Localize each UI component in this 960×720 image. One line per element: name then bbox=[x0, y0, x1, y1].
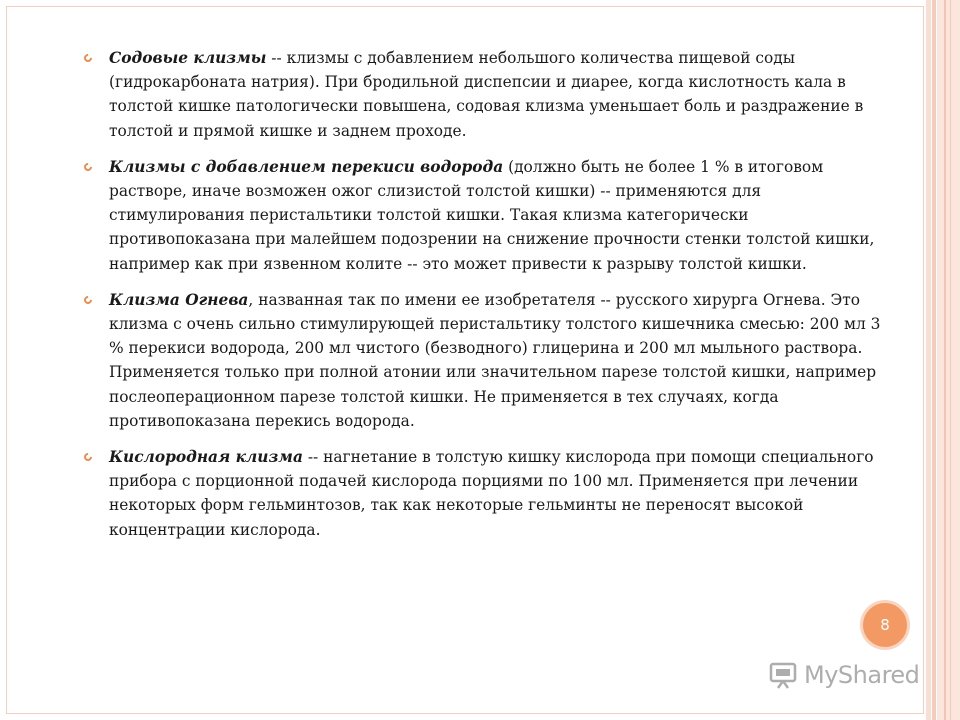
slide-content bbox=[84, 46, 884, 554]
term: Содовые клизмы bbox=[109, 49, 267, 67]
page-number-badge: 8 bbox=[860, 600, 910, 650]
presentation-board-icon bbox=[768, 660, 798, 690]
watermark-text: MyShared bbox=[804, 661, 920, 689]
paragraph-text: (должно быть не более 1 % в итоговом растворе, иначе возможен ожог слизистой толстой кишки) -- применяются для стимулирования перистальтики толстой кишки. Такая клизма категорически противопоказана при малейшем подозрении на снижение прочности стенки толстой кишки, например как при язвенном колите -- это может привести к разрыву толстой кишки. bbox=[109, 157, 875, 273]
side-stripe bbox=[937, 0, 960, 720]
paragraph-text: -- нагнетание в толстую кишку кислорода при помощи специального прибора с порционной подачей кислорода порциями по 100 мл. Применяется при лечении некоторых форм гельминтозов, так как некоторые гельминты не переносят высокой концентрации кислорода. bbox=[109, 448, 874, 539]
bullet-icon bbox=[82, 294, 93, 305]
side-stripe bbox=[926, 0, 931, 720]
side-stripe bbox=[932, 0, 936, 720]
term: Кислородная клизма bbox=[109, 448, 303, 467]
bullet-icon bbox=[82, 161, 93, 172]
side-stripe bbox=[950, 0, 951, 720]
paragraph-text: , названная так по имени ее изобретателя -- русского хирурга Огнева. Это клизма с очень сильно стимулирующей перистальтику толстого кишечника смесью: 200 мл 3 % перекиси водорода, 200 мл чистого (безводного) глицерина и 200 мл мыльного раствора. Применяется только при полной атонии или значительном парезе толстой кишки, например послеоперационном парезе толстой кишки. Не применяется в тех случаях, когда противопоказана перекись водорода. bbox=[109, 290, 881, 430]
bullet-icon bbox=[82, 451, 93, 462]
paragraph-oxygen-enema bbox=[84, 445, 884, 542]
watermark bbox=[768, 658, 919, 692]
term: Клизмы с добавлением перекиси водорода bbox=[109, 157, 504, 176]
term: Клизма Огнева bbox=[109, 290, 249, 309]
paragraph-ognev-enema bbox=[84, 288, 884, 433]
paragraph-text: -- клизмы с добавлением небольшого количества пищевой соды (гидрокарбоната натрия). При бродильной диспепсии и диарее, когда кислотность кала в толстой кишке патологически повышена, содовая клизма уменьшает боль и раздражение в толстой и прямой кишке и заднем проходе. bbox=[109, 49, 864, 140]
paragraph-peroxide-enema bbox=[84, 155, 884, 276]
bullet-icon bbox=[82, 52, 93, 63]
paragraph-soda-enema bbox=[84, 46, 884, 143]
side-stripe bbox=[944, 0, 946, 720]
